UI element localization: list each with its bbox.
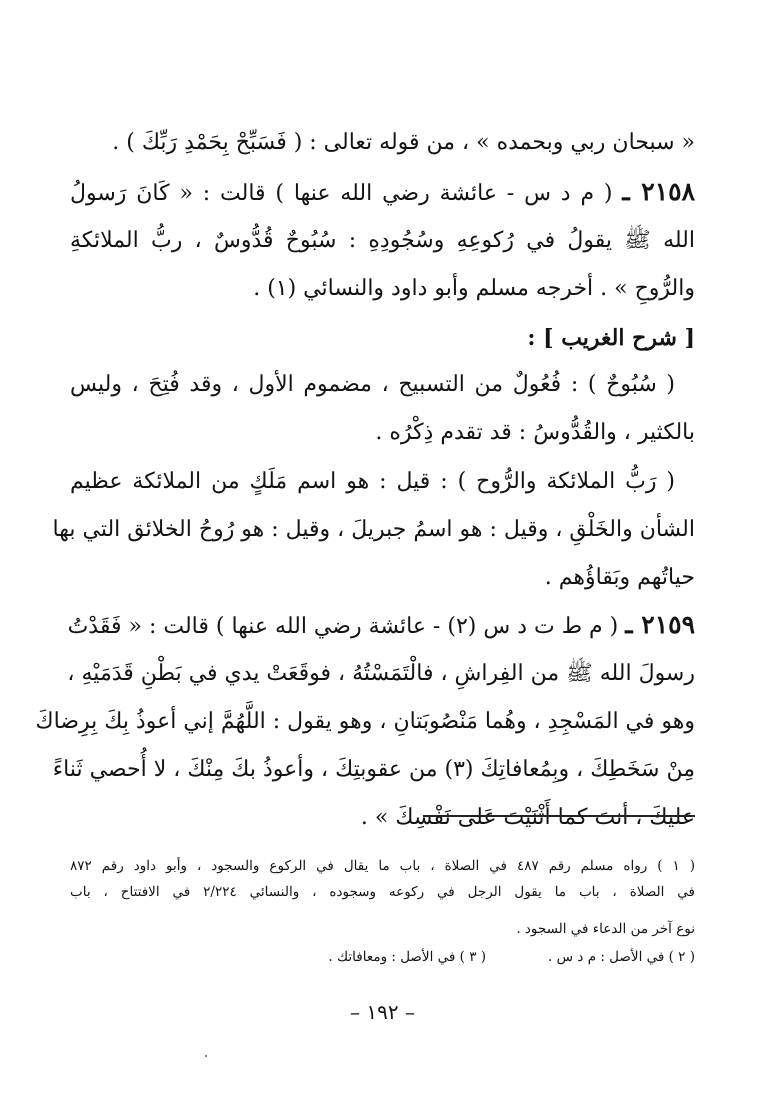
footnote-1-line-1: ( ١ ) رواه مسلم رقم ٤٨٧ في الصلاة ، باب ما يقال في الركوع والسجود ، وأبو داود رقم ٨٧٢ — [70, 858, 696, 874]
hadith-number-2158: ٢١٥٨ ـ — [622, 177, 696, 206]
footnote-1-line-3: نوع آخر من الدعاء في السجود . — [516, 921, 695, 937]
text-line-13: وهو في المَسْجِدِ ، وهُما مَنْصُوبَتانِ ، وهو يقول : اللَّهُمَّ إني أعوذُ بِكَ بِرِضاكَ — [35, 709, 695, 734]
text-line-6: ( سُبُوحٌ ) : فُعُولٌ من التسبيح ، مضموم الأول ، وقد فُتِحَ ، وليس — [70, 372, 675, 397]
hadith-2158-chain: ( م د س - عائشة رضي الله عنها ) قالت : « كَانَ رَسولُ — [70, 181, 613, 206]
text-line-9: الشأن والخَلْقِ ، وقيل : هو اسمُ جبريلَ ، وقيل : هو رُوحُ الخلائق التي بها — [52, 517, 695, 542]
hadith-2159-line-1 — [67, 610, 695, 642]
text-line-1: « سبحان ربي وبحمده » ، من قوله تعالى : ( فَسَبِّحْ بِحَمْدِ رَبِّكَ ) . — [112, 130, 695, 155]
footnote-1-line-2: في الصلاة ، باب ما يقول الرجل في ركوعه وسجوده ، والنسائي ٢/٢٢٤ في الافتتاح ، باب — [70, 884, 695, 900]
paper-speck — [205, 1055, 207, 1057]
text-line-14: مِنْ سَخَطِكَ ، وبِمُعافاتِكَ (٣) من عقوبتِكَ ، وأعوذُ بكَ مِنْكَ ، لا أُحصي ثَناءً — [52, 757, 695, 782]
footnote-row — [70, 946, 695, 968]
text-line-15: عليكَ ، أنتَ كما أَثْنَيْتَ عَلى نَفْسِكَ » . — [360, 805, 695, 830]
text-line-3: الله ﷺ يقولُ في رُكوعِهِ وسُجُودِهِ : سُبُوحٌ قُدُّوسٌ ، ربُّ الملائكةِ — [70, 228, 695, 253]
page-number: – ١٩٢ – — [350, 1000, 415, 1024]
text-line-8: ( رَبُّ الملائكة والرُّوح ) : قيل : هو اسم مَلَكٍ من الملائكة عظيم — [70, 469, 675, 494]
text-line-12: رسولَ الله ﷺ من الفِراشِ ، فالْتَمَسْتُهُ ، فوقَعَتْ يدي في بَطْنِ قَدَمَيْهِ ، — [67, 661, 695, 686]
hadith-2159-chain: ( م ط ت د س (٢) - عائشة رضي الله عنها ) قالت : « فَقَدْتُ — [67, 614, 619, 639]
footnote-separator — [423, 815, 695, 817]
text-line-4: والرُّوحِ » . أخرجه مسلم وأبو داود والنسائي (١) . — [253, 276, 695, 301]
text-line-7: بالكثير ، والقُدُّوسُ : قد تقدم ذِكْرُه . — [375, 420, 695, 445]
gloss-heading: [ شرح الغريب ] : — [527, 325, 695, 351]
footnote-2: ( ٢ ) في الأصل : م د س . — [548, 949, 695, 965]
hadith-2158-line-1 — [70, 177, 695, 209]
hadith-number-2159: ٢١٥٩ ـ — [625, 610, 695, 639]
footnote-3: ( ٣ ) في الأصل : ومعافاتك . — [328, 949, 487, 965]
text-line-10: حياتُهم وبَقاؤُهم . — [544, 565, 695, 590]
